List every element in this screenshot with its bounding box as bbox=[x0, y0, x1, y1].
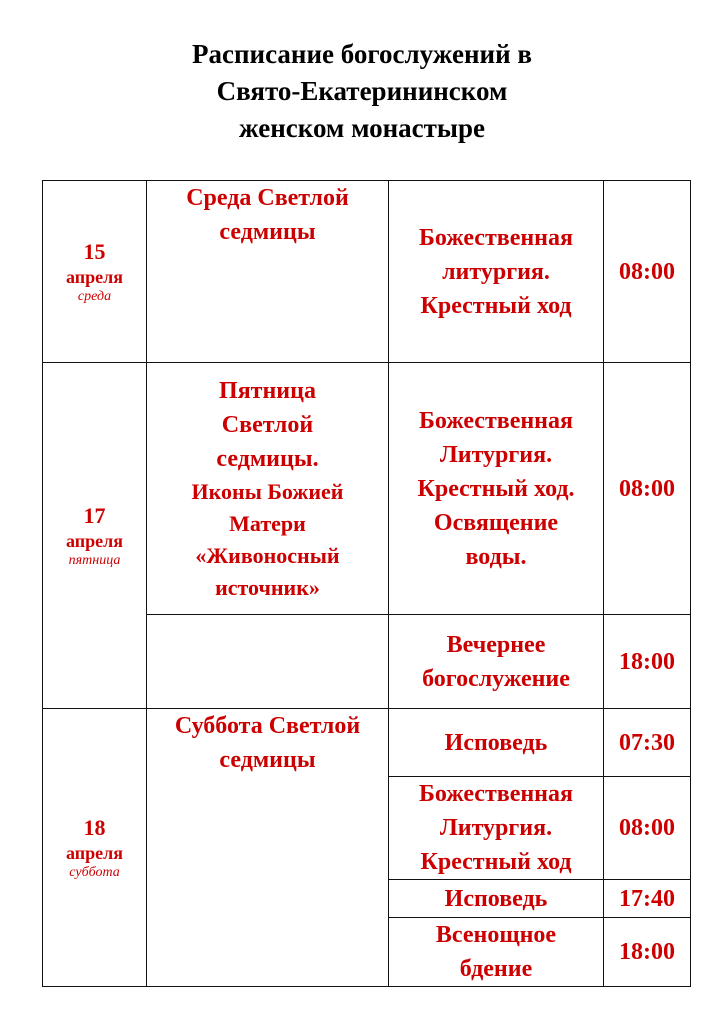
day-number: 18 bbox=[83, 814, 106, 840]
feast-cell bbox=[147, 709, 389, 987]
table-row bbox=[43, 709, 691, 777]
weekday-label: пятница bbox=[68, 552, 121, 568]
title-line: Свято-Екатерининском bbox=[216, 76, 508, 106]
service-cell bbox=[389, 709, 604, 777]
title-line: женском монастыре bbox=[239, 113, 485, 143]
service-cell bbox=[389, 181, 604, 363]
date-cell bbox=[43, 181, 147, 363]
title-line: Расписание богослужений в bbox=[192, 39, 532, 69]
weekday-label: среда bbox=[77, 288, 112, 304]
service-line: Крестный ход bbox=[420, 292, 572, 319]
service-line: литургия. bbox=[442, 258, 550, 285]
day-number: 17 bbox=[83, 502, 106, 528]
service-line: Всенощное bbox=[435, 922, 557, 948]
time-cell: 07:30 bbox=[604, 709, 691, 777]
service-line: воды. bbox=[465, 543, 527, 570]
feast-line: Среда Светлой bbox=[186, 185, 349, 211]
feast-line: Суббота Светлой bbox=[174, 713, 361, 739]
time-cell: 17:40 bbox=[604, 880, 691, 918]
month-label: апреля bbox=[66, 842, 123, 863]
time-cell: 18:00 bbox=[604, 918, 691, 987]
weekday-label: суббота bbox=[69, 864, 120, 880]
service-line: богослужение bbox=[422, 665, 570, 692]
service-cell bbox=[389, 880, 604, 918]
date-cell bbox=[43, 363, 147, 709]
month-label: апреля bbox=[66, 266, 123, 287]
service-line: Крестный ход. bbox=[417, 475, 575, 502]
feast-line: седмицы. bbox=[216, 445, 319, 472]
feast-line: Пятница bbox=[219, 377, 316, 404]
service-line: Литургия. bbox=[439, 441, 553, 468]
table-row bbox=[43, 363, 691, 615]
service-cell bbox=[389, 918, 604, 987]
service-cell bbox=[389, 777, 604, 880]
feast-line: седмицы bbox=[219, 219, 316, 245]
feast-line: Светлой bbox=[221, 411, 314, 438]
schedule-table bbox=[42, 180, 691, 987]
month-label: апреля bbox=[66, 530, 123, 551]
service-line: Исповедь bbox=[444, 885, 548, 912]
time-cell: 08:00 bbox=[604, 181, 691, 363]
service-line: Божественная bbox=[419, 224, 573, 251]
service-cell bbox=[389, 615, 604, 709]
service-line: Крестный ход bbox=[420, 849, 572, 875]
time-cell: 08:00 bbox=[604, 363, 691, 615]
time-cell: 18:00 bbox=[604, 615, 691, 709]
feast-cell bbox=[147, 181, 389, 363]
day-number: 15 bbox=[83, 238, 106, 264]
time-cell: 08:00 bbox=[604, 777, 691, 880]
feast-subline: «Живоносный bbox=[195, 542, 340, 568]
service-cell bbox=[389, 363, 604, 615]
table-row bbox=[43, 181, 691, 363]
feast-subline: Матери bbox=[229, 510, 306, 536]
service-line: Литургия. bbox=[439, 815, 553, 841]
service-line: бдение bbox=[459, 956, 533, 982]
feast-line: седмицы bbox=[219, 747, 316, 773]
feast-cell-empty bbox=[147, 615, 389, 709]
feast-subline: источник» bbox=[215, 574, 320, 600]
feast-subline: Иконы Божией bbox=[191, 478, 344, 504]
service-line: Божественная bbox=[419, 781, 573, 807]
service-line: Исповедь bbox=[444, 729, 548, 756]
feast-cell bbox=[147, 363, 389, 615]
service-line: Вечернее bbox=[446, 631, 546, 658]
page-title bbox=[0, 36, 724, 147]
date-cell bbox=[43, 709, 147, 987]
service-line: Освящение bbox=[433, 509, 559, 536]
service-line: Божественная bbox=[419, 407, 573, 434]
